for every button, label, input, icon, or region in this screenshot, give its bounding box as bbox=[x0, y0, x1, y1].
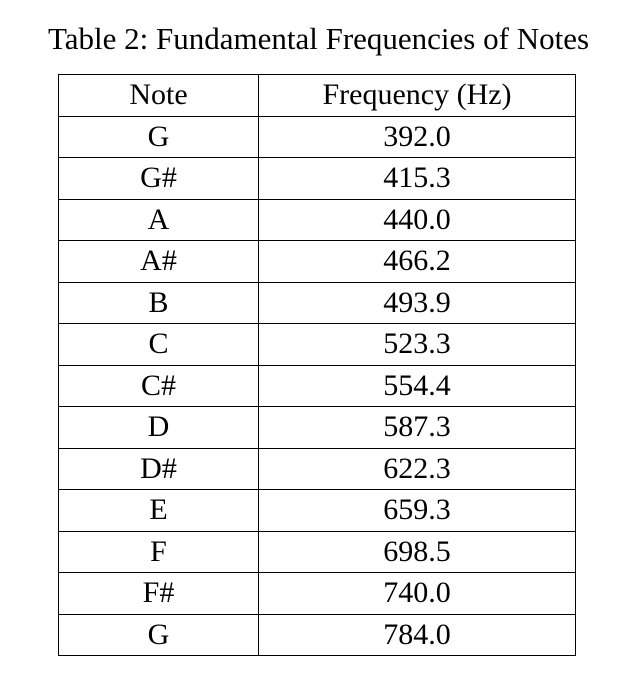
table-row bbox=[59, 241, 576, 283]
frequency-cell: 440.0 bbox=[259, 199, 576, 241]
note-cell: G bbox=[59, 116, 259, 158]
note-cell: C# bbox=[59, 365, 259, 407]
frequency-cell: 587.3 bbox=[259, 407, 576, 449]
frequency-cell: 698.5 bbox=[259, 531, 576, 573]
note-cell: G# bbox=[59, 158, 259, 200]
table-caption: Table 2: Fundamental Frequencies of Notes bbox=[47, 21, 590, 56]
table-row bbox=[59, 324, 576, 366]
table-row bbox=[59, 407, 576, 449]
note-cell: A# bbox=[59, 241, 259, 283]
note-cell: D bbox=[59, 407, 259, 449]
frequency-cell: 523.3 bbox=[259, 324, 576, 366]
note-cell: F# bbox=[59, 573, 259, 615]
table-row bbox=[59, 116, 576, 158]
note-cell: E bbox=[59, 490, 259, 532]
frequency-cell: 466.2 bbox=[259, 241, 576, 283]
table-row bbox=[59, 158, 576, 200]
frequency-cell: 622.3 bbox=[259, 448, 576, 490]
table-row bbox=[59, 614, 576, 656]
note-cell: D# bbox=[59, 448, 259, 490]
column-header-note: Note bbox=[59, 75, 259, 117]
note-cell: G bbox=[59, 614, 259, 656]
column-header-frequency: Frequency (Hz) bbox=[259, 75, 576, 117]
table-row bbox=[59, 573, 576, 615]
table-row bbox=[59, 531, 576, 573]
table-row bbox=[59, 282, 576, 324]
note-cell: A bbox=[59, 199, 259, 241]
frequency-cell: 392.0 bbox=[259, 116, 576, 158]
frequency-cell: 784.0 bbox=[259, 614, 576, 656]
table-row bbox=[59, 448, 576, 490]
table-row bbox=[59, 365, 576, 407]
note-cell: B bbox=[59, 282, 259, 324]
frequency-cell: 740.0 bbox=[259, 573, 576, 615]
note-cell: C bbox=[59, 324, 259, 366]
table-row bbox=[59, 490, 576, 532]
note-cell: F bbox=[59, 531, 259, 573]
frequency-table bbox=[58, 74, 576, 656]
header-row bbox=[59, 75, 576, 117]
frequency-cell: 659.3 bbox=[259, 490, 576, 532]
table-row bbox=[59, 199, 576, 241]
frequency-cell: 493.9 bbox=[259, 282, 576, 324]
frequency-cell: 415.3 bbox=[259, 158, 576, 200]
frequency-cell: 554.4 bbox=[259, 365, 576, 407]
